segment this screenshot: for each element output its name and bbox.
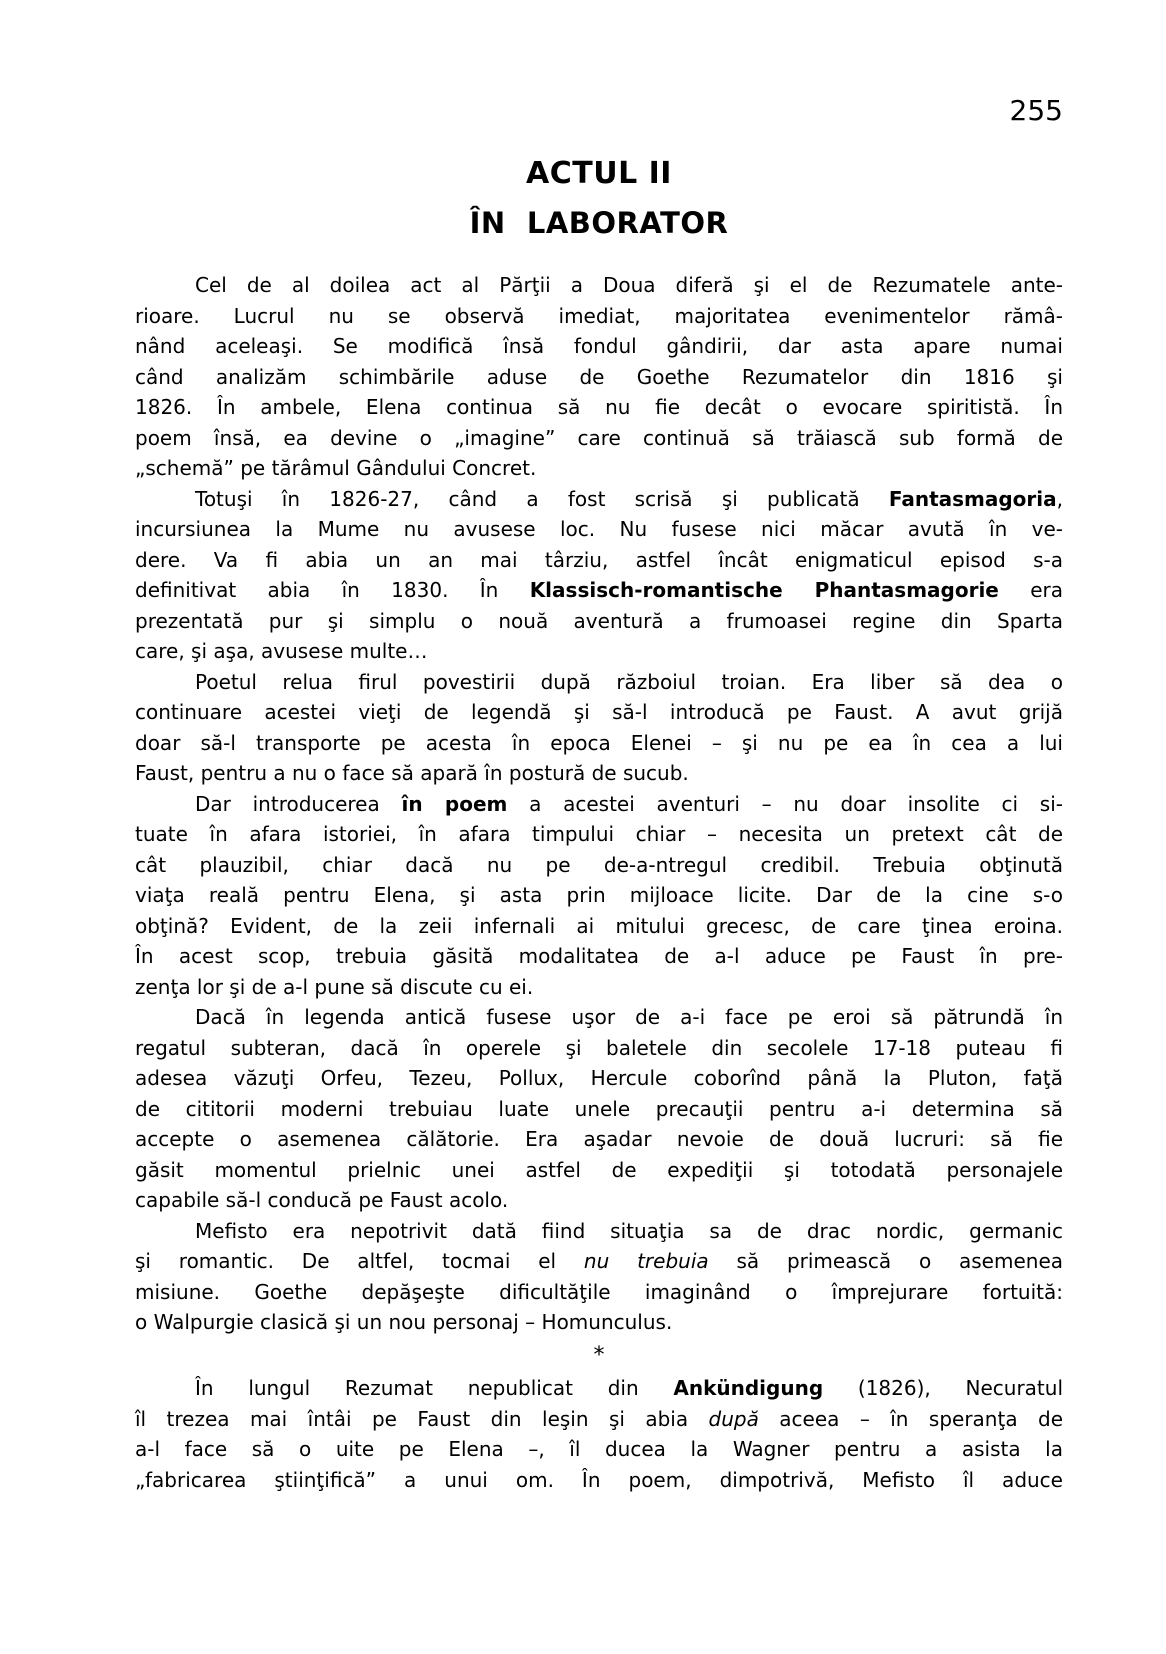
text-line: doar să-l transporte pe acesta în epoca Elenei – şi nu pe ea în cea a lui [135, 730, 1063, 755]
text-line: În lungul Rezumat nepublicat din Ankündigung (1826), Necuratul [195, 1376, 1063, 1400]
text-line: Faust, pentru a nu o face să apară în postură de sucub. [135, 761, 689, 785]
text-line: accepte o asemenea călătorie. Era aşadar nevoie de două lucruri: să fie [135, 1127, 1063, 1151]
text-line: Poetul relua firul povestirii după războiul troian. Era liber să dea o [195, 669, 1063, 694]
text-line: În acest scop, trebuia găsită modalitatea de a-l aduce pe Faust în pre- [135, 944, 1063, 968]
chapter-title: ACTUL II [526, 156, 672, 191]
paragraph [135, 789, 1063, 1003]
text-line: adesea văzuţi Orfeu, Tezeu, Pollux, Hercule coborînd până la Pluton, faţă [135, 1066, 1063, 1090]
section-separator: * [593, 1342, 605, 1368]
text-line: viaţa reală pentru Elena, şi asta prin mijloace licite. Dar de la cine s-o [135, 883, 1063, 907]
text-line: continuare acestei vieţi de legendă şi să-l introducă pe Faust. A avut grijă [135, 700, 1063, 724]
text-line: misiune. Goethe depăşeşte dificultăţile imaginând o împrejurare fortuită: [135, 1279, 1063, 1304]
text-line: şi romantic. De altfel, tocmai el nu trebuia să primească o asemenea [135, 1249, 1064, 1273]
chapter-subtitle: ÎN LABORATOR [469, 206, 729, 240]
text-line: îl trezea mai întâi pe Faust din leşin şi abia după aceea – în speranţa de [135, 1406, 1064, 1431]
body-text [135, 270, 1063, 1495]
text-line: „schemă” pe tărâmul Gândului Concret. [135, 456, 537, 480]
text-line: incursiunea la Mume nu avusese loc. Nu fusese nici măcar avută în ve- [135, 517, 1063, 541]
text-line: regatul subteran, dacă în operele şi baletele din secolele 17-18 puteau fi [135, 1035, 1063, 1060]
text-line: Dar introducerea în poem a acestei aventuri – nu doar insolite ci si- [195, 791, 1063, 816]
text-line: obţină? Evident, de la zeii infernali ai mitului grecesc, de care ţinea eroina. [135, 913, 1063, 938]
text-line: de cititorii moderni trebuiau luate unele precauţii pentru a-i determina să [135, 1096, 1063, 1121]
text-line: poem însă, ea devine o „imagine” care continuă să trăiască sub formă de [135, 425, 1063, 450]
paragraph [135, 270, 1063, 484]
text-line: Cel de al doilea act al Părţii a Doua diferă şi el de Rezumatele ante- [195, 273, 1063, 297]
text-line: prezentată pur şi simplu o nouă aventură a frumoasei regine din Sparta [135, 608, 1063, 633]
text-line: rioare. Lucrul nu se observă imediat, majoritatea evenimentelor rămâ- [135, 303, 1063, 328]
text-line: nând aceleaşi. Se modifică însă fondul gândirii, dar asta apare numai [135, 334, 1063, 358]
text-line: găsit momentul prielnic unei astfel de expediţii şi totodată personajele [135, 1157, 1063, 1182]
text-line: Dacă în legenda antică fusese uşor de a-i face pe eroi să pătrundă în [195, 1005, 1063, 1029]
text-line: cât plauzibil, chiar dacă nu pe de-a-ntregul credibil. Trebuia obţinută [135, 852, 1063, 877]
paragraph [135, 1216, 1063, 1338]
paragraph [135, 1373, 1063, 1495]
text-line: Mefisto era nepotrivit dată fiind situaţia sa de drac nordic, germanic [195, 1218, 1063, 1243]
text-line: a-l face să o uite pe Elena –, îl ducea la Wagner pentru a asista la [135, 1437, 1063, 1461]
text-line: capabile să-l conducă pe Faust acolo. [135, 1188, 509, 1212]
text-line: zenţa lor şi de a-l pune să discute cu ei. [135, 974, 534, 999]
text-line: „fabricarea ştiinţifică” a unui om. În poem, dimpotrivă, Mefisto îl aduce [135, 1467, 1063, 1492]
page-number: 255 [1009, 94, 1063, 127]
paragraph [135, 1002, 1063, 1216]
text-line: dere. Va fi abia un an mai târziu, astfel încât enigmaticul episod s-a [135, 547, 1063, 572]
text-line: când analizăm schimbările aduse de Goethe Rezumatelor din 1816 şi [135, 364, 1063, 389]
text-line: o Walpurgie clasică şi un nou personaj – Homunculus. [135, 1310, 673, 1334]
paragraph [135, 667, 1063, 789]
text-line: definitivat abia în 1830. În Klassisch-romantische Phantasmagorie era [135, 578, 1063, 602]
text-line: 1826. În ambele, Elena continua să nu fie decât o evocare spiritistă. În [135, 395, 1063, 419]
text-line: care, şi aşa, avusese multe… [135, 639, 428, 663]
paragraph [135, 484, 1063, 667]
text-line: Totuşi în 1826-27, când a fost scrisă şi publicată Fantasmagoria, [195, 486, 1063, 511]
text-line: tuate în afara istoriei, în afara timpului chiar – necesita un pretext cât de [135, 822, 1063, 846]
